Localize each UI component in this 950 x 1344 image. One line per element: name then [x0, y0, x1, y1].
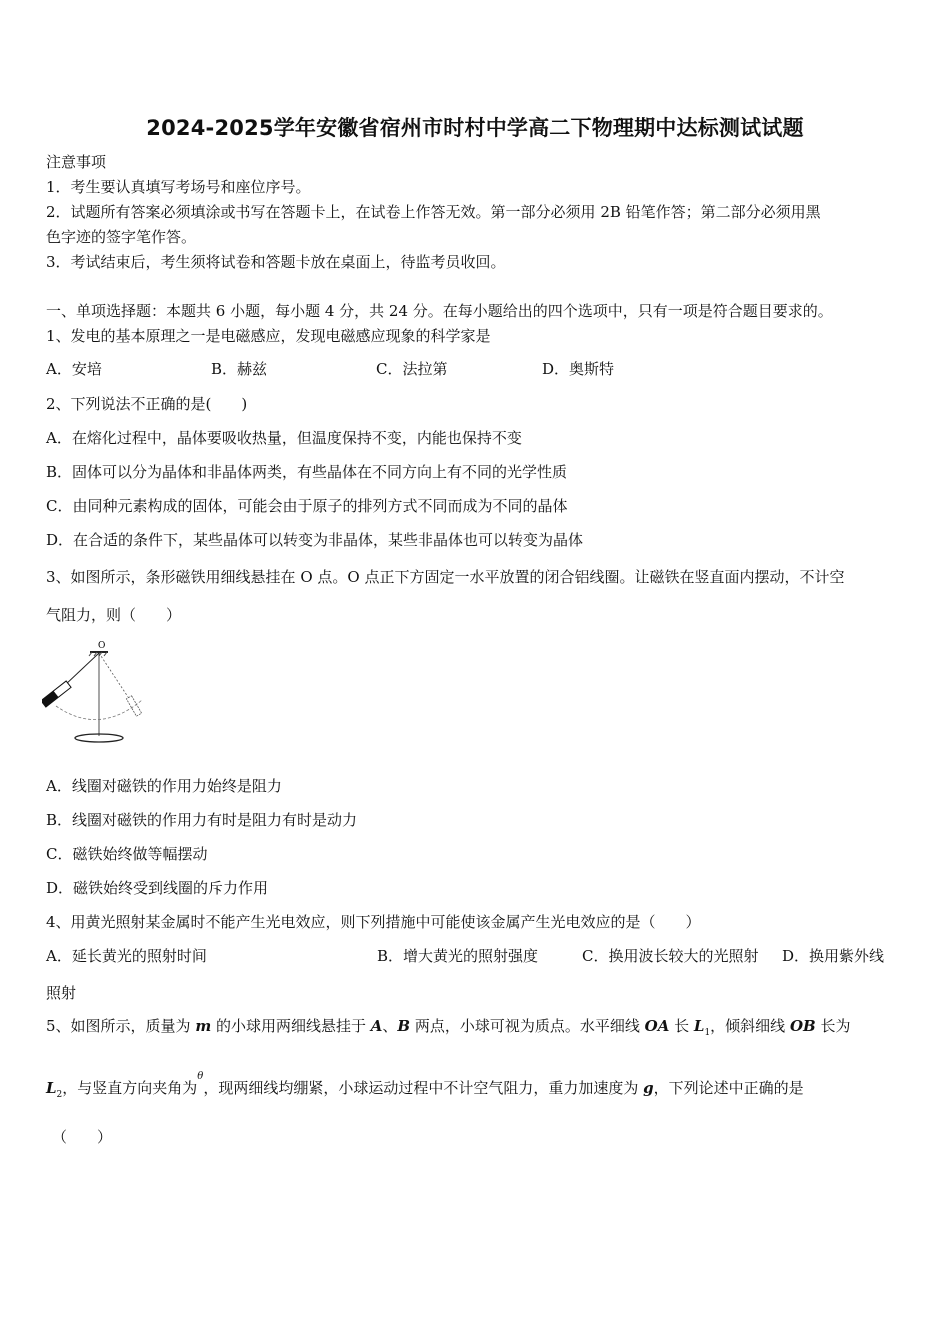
q3-stem-line1: 3、如图所示，条形磁铁用细线悬挂在 O 点。O 点正下方固定一水平放置的闭合铝线圈。让磁铁在竖直面内摆动，不计空 — [46, 568, 845, 586]
q3-option-b: B．线圈对磁铁的作用力有时是阻力有时是动力 — [46, 811, 358, 829]
var-m: m — [195, 1017, 212, 1035]
bar-magnet-dashed — [126, 696, 141, 716]
bar-magnet — [42, 681, 71, 707]
thread-right — [99, 653, 130, 700]
q1-stem: 1、发电的基本原理之一是电磁感应，发现电磁感应现象的科学家是 — [46, 327, 491, 345]
var-g: g — [643, 1079, 654, 1097]
q4-stem: 4、用黄光照射某金属时不能产生光电效应，则下列措施中可能使该金属产生光电效应的是（ ） — [46, 913, 701, 931]
q5-stem-line2: $L_2$，与竖直方向夹角为$^\theta$，现两细线均绷紧，小球运动过程中不计空气阻力，重力加速度为 g，下列论述中正确的是 — [46, 1071, 804, 1100]
q2-option-a: A．在熔化过程中，晶体要吸收热量，但温度保持不变，内能也保持不变 — [46, 429, 522, 447]
notice-item-2: 2．试题所有答案必须填涂或书写在答题卡上，在试卷上作答无效。第一部分必须用 2B 铅笔作答；第二部分必须用黑 — [46, 203, 821, 221]
q4-option-a: A．延长黄光的照射时间 — [46, 947, 207, 965]
segment-oa: OA — [644, 1017, 670, 1035]
q4-option-b: B．增大黄光的照射强度 — [377, 947, 539, 965]
notice-item-1: 1．考生要认真填写考场号和座位序号。 — [46, 178, 311, 196]
q3-option-d: D．磁铁始终受到线圈的斥力作用 — [46, 879, 269, 897]
section-heading: 一、单项选择题：本题共 6 小题，每小题 4 分，共 24 分。在每小题给出的四个选项中，只有一项是符合题目要求的。 — [46, 302, 833, 320]
figure-label-o: O — [98, 641, 106, 651]
q2-option-d: D．在合适的条件下，某些晶体可以转变为非晶体，某些非晶体也可以转变为晶体 — [46, 531, 584, 549]
page-title: 2024-2025学年安徽省宿州市时村中学高二下物理期中达标测试试题 — [146, 116, 804, 140]
point-b: B — [397, 1017, 411, 1035]
q4-option-d: D．换用紫外线 — [782, 947, 885, 965]
q3-option-a: A．线圈对磁铁的作用力始终是阻力 — [46, 777, 282, 795]
notice-item-3: 3．考试结束后，考生须将试卷和答题卡放在桌面上，待监考员收回。 — [46, 253, 506, 271]
q2-option-c: C．由同种元素构成的固体，可能会由于原子的排列方式不同而成为不同的晶体 — [46, 497, 568, 515]
segment-ob: OB — [789, 1017, 816, 1035]
pendulum-figure — [42, 636, 146, 746]
var-l2: L — [46, 1079, 57, 1097]
var-l1: L — [693, 1017, 705, 1035]
thread-left — [64, 653, 99, 686]
q2-stem: 2、下列说法不正确的是( ) — [46, 395, 248, 413]
q4-options — [46, 946, 906, 966]
q4-option-d-wrap: 照射 — [46, 984, 77, 1002]
q3-option-c: C．磁铁始终做等幅摆动 — [46, 845, 208, 863]
q1-options — [46, 359, 746, 379]
q1-option-c: C．法拉第 — [376, 360, 448, 378]
point-a: A — [370, 1017, 383, 1035]
q1-option-a: A．安培 — [46, 360, 102, 378]
q1-option-d: D．奥斯特 — [542, 360, 615, 378]
notice-heading: 注意事项 — [46, 153, 107, 171]
q2-option-b: B．固体可以分为晶体和非晶体两类，有些晶体在不同方向上有不同的光学性质 — [46, 463, 568, 481]
q4-option-c: C．换用波长较大的光照射 — [582, 947, 759, 965]
q5-stem-line1: 5、如图所示，质量为 m 的小球用两细线悬挂于 A、B 两点，小球可视为质点。水平细线 OA 长 $L_1$，倾斜细线 OB 长为 — [46, 1017, 851, 1038]
q5-stem-line3: （ ） — [52, 1128, 113, 1146]
q1-option-b: B．赫兹 — [211, 360, 268, 378]
var-theta: θ — [197, 1071, 204, 1082]
notice-item-2-cont: 色字迹的签字笔作答。 — [46, 228, 197, 246]
q3-stem-line2: 气阻力，则（ ） — [46, 606, 182, 624]
